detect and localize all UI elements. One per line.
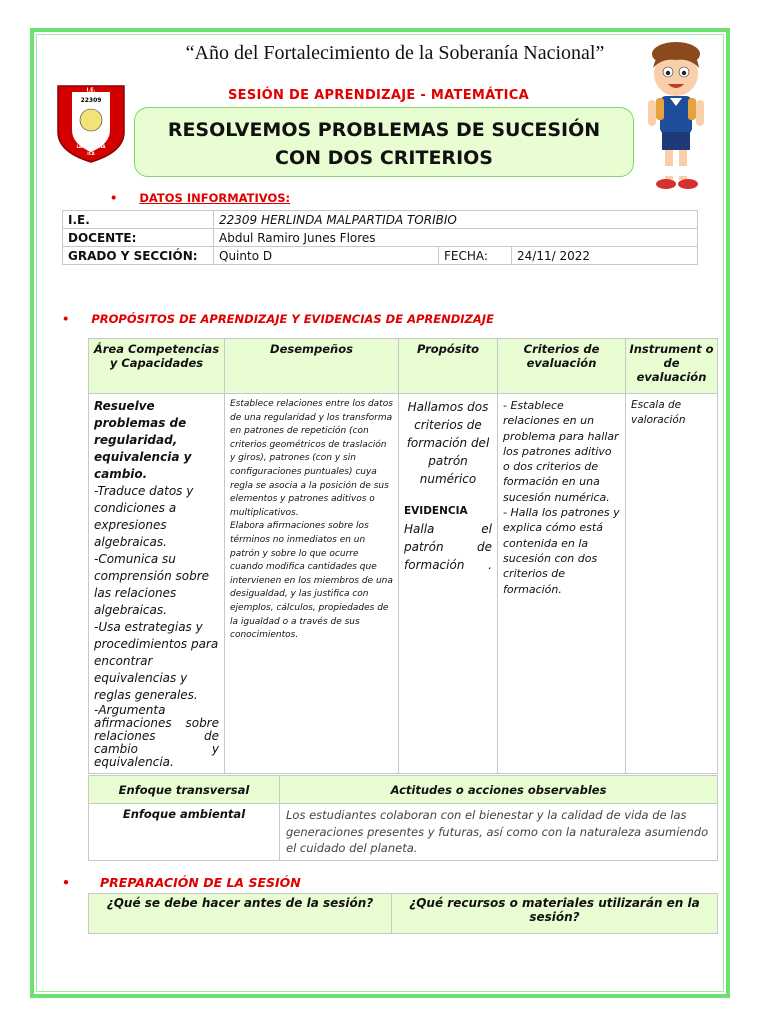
bullet-icon: • [62, 312, 70, 326]
table-row [63, 211, 698, 229]
bullet-icon: • [110, 191, 118, 205]
instrumento-cell: Escala de valoración [626, 394, 718, 774]
table-header-row [89, 894, 718, 934]
session-title [134, 107, 634, 177]
preparacion-table [88, 893, 718, 934]
session-label: SESIÓN DE APRENDIZAJE - MATEMÁTICA [228, 88, 529, 103]
table-row [89, 394, 718, 774]
ie-value: 22309 HERLINDA MALPARTIDA TORIBIO [214, 211, 698, 229]
school-logo [52, 82, 130, 164]
criterio-item: - Establece relaciones en un problema para hallar los patrones aditivo o dos criterios de formación en una sucesión numérica. [503, 399, 619, 504]
datos-heading: • DATOS INFORMATIVOS: [110, 191, 291, 205]
table-header-row [89, 776, 718, 804]
criterios-cell [498, 394, 626, 774]
grado-value: Quinto D [214, 247, 439, 265]
header-instrumento: Instrument o de evaluación [626, 339, 718, 394]
header-recursos: ¿Qué recursos o materiales utilizarán en la sesión? [392, 894, 718, 934]
proposito-text: Hallamos dos criterios de formación del patrón numérico [406, 400, 490, 486]
propositos-heading: • PROPÓSITOS DE APRENDIZAJE Y EVIDENCIAS DE APRENDIZAJE [62, 312, 494, 326]
proposito-cell [399, 394, 498, 774]
docente-label: DOCENTE: [63, 229, 214, 247]
desempeno-item: Elabora afirmaciones sobre los términos no inmediatos en un patrón y sobre lo que ocurre cuando modifica cantidades que intervienen en los miembros de una desigualdad, y las justifica con ejemplos, cálculos, propiedades de la igualdad o a través de sus conocimientos. [230, 521, 393, 641]
title-line-2: CON DOS CRITERIOS [275, 147, 493, 169]
header-antes: ¿Qué se debe hacer antes de la sesión? [89, 894, 392, 934]
header-proposito: Propósito [399, 339, 498, 394]
bullet-icon: • [62, 875, 70, 890]
capacidad-item: -Argumenta afirmaciones sobre relaciones de cambio y equivalencia. [94, 703, 219, 769]
ie-label: I.E. [63, 211, 214, 229]
logo-text-city: ICA [87, 151, 95, 156]
logo-text-town: LA TINGUIÑA [76, 144, 106, 149]
capacidad-item: -Comunica su comprensión sobre las relaciones algebraicas. [94, 552, 210, 617]
docente-value: Abdul Ramiro Junes Flores [214, 229, 698, 247]
enfoque-actitud: Los estudiantes colaboran con el bienestar y la calidad de vida de las generaciones presentes y futuras, así como con la naturaleza asumiendo el cuidado del planeta. [280, 804, 718, 861]
student-cartoon [636, 40, 714, 196]
enfoque-name: Enfoque ambiental [89, 804, 280, 861]
grado-label: GRADO Y SECCIÓN: [63, 247, 214, 265]
desempenos-cell [225, 394, 399, 774]
fecha-value: 24/11/ 2022 [512, 247, 698, 265]
title-line-1: RESOLVEMOS PROBLEMAS DE SUCESIÓN [167, 119, 601, 141]
header-enfoque: Enfoque transversal [89, 776, 280, 804]
header-actitudes: Actitudes o acciones observables [280, 776, 718, 804]
evidencia-label: EVIDENCIA [404, 505, 468, 517]
table-row [89, 804, 718, 861]
header-desempenos: Desempeños [225, 339, 399, 394]
capacidad-item: -Usa estrategias y procedimientos para encontrar equivalencias y reglas generales. [94, 620, 219, 702]
logo-text-number: 22309 [80, 97, 102, 104]
table-row [63, 247, 698, 265]
table-header-row [89, 339, 718, 394]
header-criterios: Criterios de evaluación [498, 339, 626, 394]
logo-text-ie: I.E. [86, 87, 96, 94]
desempeno-item: Establece relaciones entre los datos de una regularidad y los transforma en patrones de repetición (con criterios geométricos de traslación y giros), patrones (con y sin configuraciones puntuales) cuya regla se asocia a la posición de sus elementos y patrones aditivos o multiplicativos. [230, 399, 393, 518]
competencia-title: Resuelve problemas de regularidad, equivalencia y cambio. [94, 399, 192, 481]
capacidad-item: -Traduce datos y condiciones a expresiones algebraicas. [94, 484, 194, 549]
evidencia-text: Halla el patrón de formación . [404, 522, 492, 572]
datos-table [62, 210, 698, 265]
year-motto: “Año del Fortalecimiento de la Soberanía Nacional” [185, 42, 605, 64]
preparacion-heading: • PREPARACIÓN DE LA SESIÓN [62, 875, 301, 890]
fecha-label: FECHA: [439, 247, 512, 265]
criterio-item: - Halla los patrones y explica cómo está contenida en la sucesión con dos criterios de formación. [503, 506, 620, 596]
enfoque-table [88, 775, 718, 861]
table-row [63, 229, 698, 247]
propositos-table [88, 338, 718, 774]
header-competencias: Área Competencias y Capacidades [89, 339, 225, 394]
competencias-cell [89, 394, 225, 774]
